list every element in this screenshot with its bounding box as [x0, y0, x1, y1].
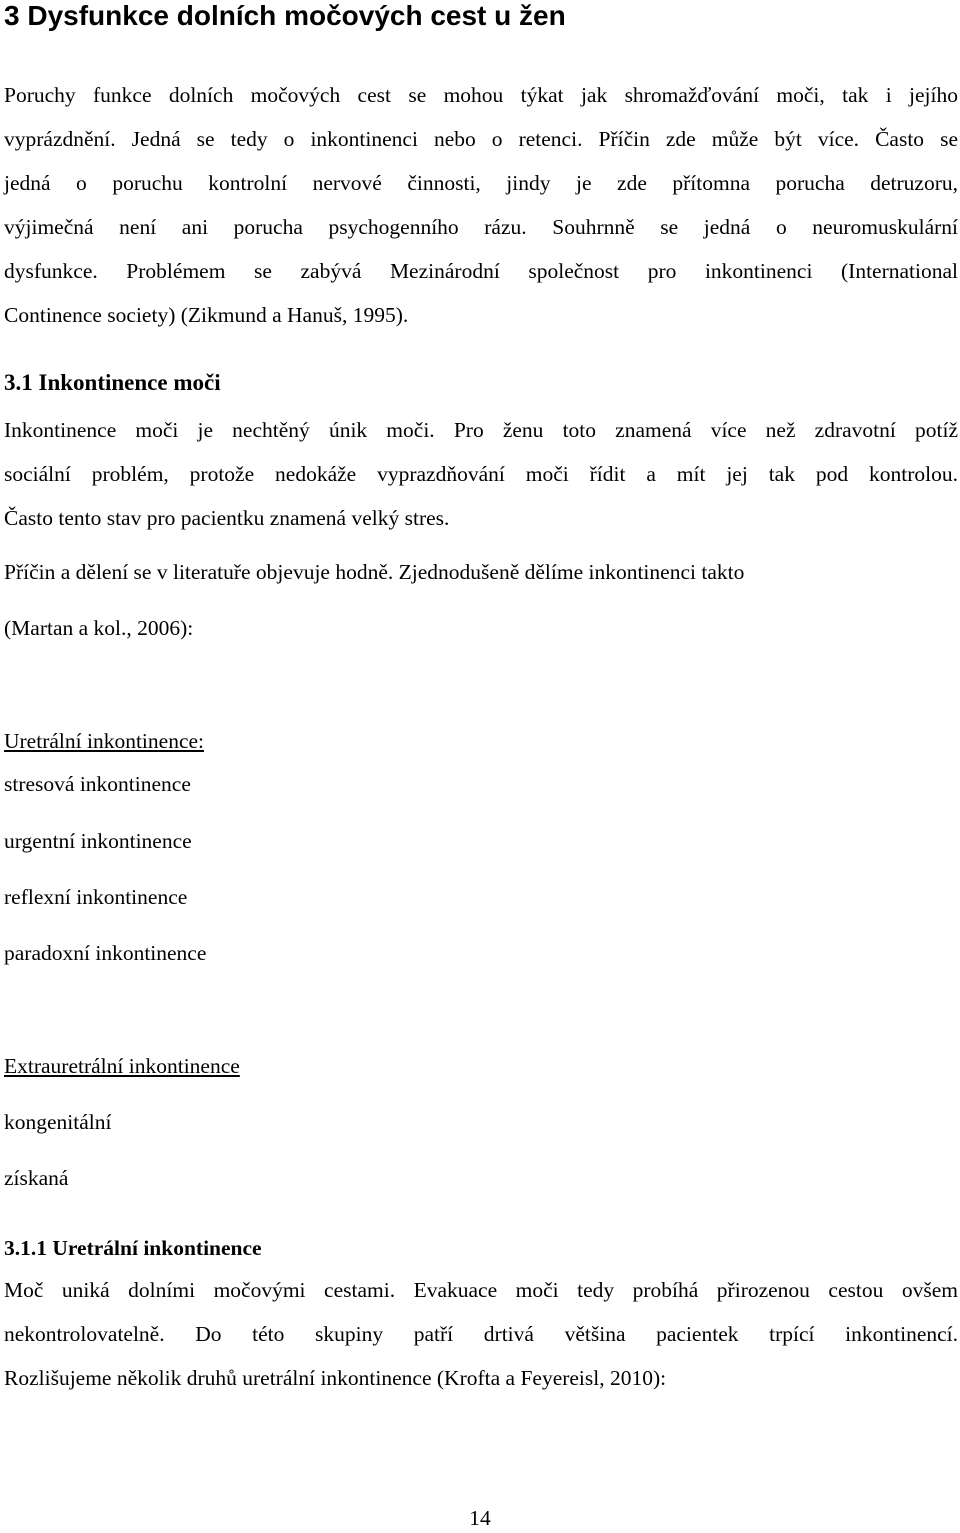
- urethral-group-title: Uretrální inkontinence:: [4, 729, 204, 753]
- paragraph-line: jedná o poruchu kontrolní nervové činnosti, jindy je zde přítomna porucha detruzoru,: [4, 171, 958, 195]
- extraurethral-item: získaná: [4, 1166, 69, 1190]
- urethral-item: paradoxní inkontinence: [4, 941, 207, 965]
- subsection-heading: 3.1.1 Uretrální inkontinence: [4, 1236, 262, 1260]
- paragraph-line: dysfunkce. Problémem se zabývá Mezinárodní společnost pro inkontinenci (International: [4, 259, 958, 283]
- paragraph-line: výjimečná není ani porucha psychogenního rázu. Souhrnně se jedná o neuromuskulární: [4, 215, 958, 239]
- extraurethral-item: kongenitální: [4, 1110, 112, 1134]
- paragraph-line: Poruchy funkce dolních močových cest se mohou týkat jak shromažďování moči, tak i jejího: [4, 83, 958, 107]
- page-number: 14: [469, 1506, 491, 1530]
- intro-paragraph: [4, 73, 958, 337]
- paragraph-line: sociální problém, protože nedokáže vyprazdňování moči řídit a mít jej tak pod kontrolou.: [4, 462, 958, 486]
- chapter-heading: 3 Dysfunkce dolních močových cest u žen: [4, 0, 566, 31]
- paragraph-line: nekontrolovatelně. Do této skupiny patří drtivá většina pacientek trpící inkontinencí.: [4, 1322, 958, 1346]
- paragraph-line: Rozlišujeme několik druhů uretrální inkontinence (Krofta a Feyereisl, 2010):: [4, 1366, 667, 1390]
- classification-citation-line: (Martan a kol., 2006):: [4, 616, 194, 640]
- paragraph-line: Moč uniká dolními močovými cestami. Evakuace moči tedy probíhá přirozenou cestou ovšem: [4, 1278, 958, 1302]
- classification-intro-line: Příčin a dělení se v literatuře objevuje hodně. Zjednodušeně dělíme inkontinenci takto: [4, 560, 745, 584]
- section-heading: 3.1 Inkontinence moči: [4, 370, 221, 395]
- urethral-item: stresová inkontinence: [4, 772, 191, 796]
- paragraph-line: Inkontinence moči je nechtěný únik moči. Pro ženu toto znamená více než zdravotní potíž: [4, 418, 958, 442]
- urethral-paragraph: [4, 1268, 958, 1400]
- paragraph-line: vyprázdnění. Jedná se tedy o inkontinenci nebo o retenci. Příčin zde může být více. Často se: [4, 127, 958, 151]
- paragraph-line: Continence society) (Zikmund a Hanuš, 1995).: [4, 303, 409, 327]
- urethral-item: urgentní inkontinence: [4, 829, 192, 853]
- definition-paragraph: [4, 408, 958, 540]
- urethral-item: reflexní inkontinence: [4, 885, 188, 909]
- extraurethral-group-title: Extrauretrální inkontinence: [4, 1054, 240, 1078]
- paragraph-line: Často tento stav pro pacientku znamená velký stres.: [4, 506, 450, 530]
